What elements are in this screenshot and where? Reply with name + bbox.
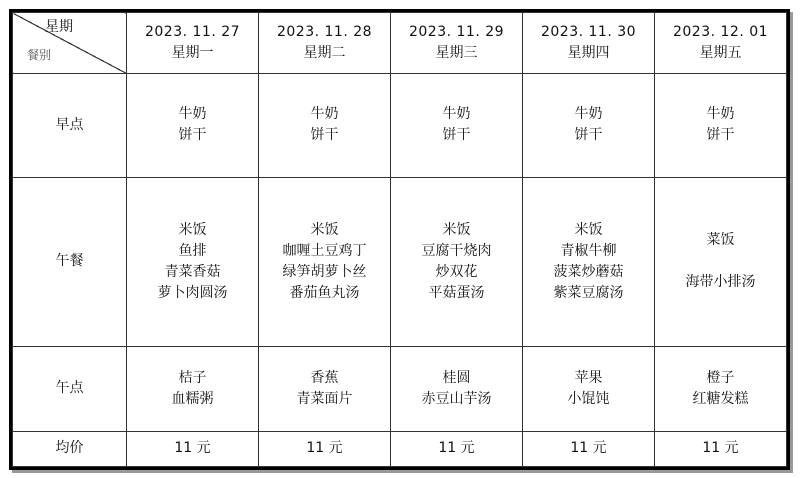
snack-cell-2	[259, 346, 391, 431]
menu-item: 桔子	[178, 369, 207, 386]
price-label: 均价	[13, 431, 127, 466]
day-weekday: 星期一	[171, 44, 214, 61]
weekly-menu-table	[12, 12, 787, 467]
menu-item: 青菜香菇	[164, 263, 221, 280]
lunch-cell-4	[523, 177, 655, 346]
menu-item: 饼干	[574, 127, 603, 144]
menu-item: 咖喱土豆鸡丁	[282, 242, 367, 259]
menu-item: 米饭	[574, 221, 603, 238]
menu-item: 豆腐干烧肉	[421, 242, 492, 259]
menu-item: 香蕉	[310, 369, 339, 386]
breakfast-cell-1	[127, 73, 259, 177]
snack-cell-3	[391, 346, 523, 431]
price-cell-3: 11 元	[391, 431, 523, 466]
price-cell-4: 11 元	[523, 431, 655, 466]
menu-item: 米饭	[442, 221, 471, 238]
menu-item: 牛奶	[706, 106, 735, 123]
meal-axis-label: 餐别	[27, 48, 52, 62]
menu-item: 绿笋胡萝卜丝	[282, 263, 367, 280]
day-weekday: 星期四	[567, 44, 610, 61]
menu-item: 饼干	[442, 127, 471, 144]
menu-item: 橙子	[706, 369, 735, 386]
menu-item: 番茄鱼丸汤	[289, 284, 360, 301]
menu-item: 桂圆	[442, 369, 471, 386]
menu-item: 海带小排汤	[685, 274, 756, 291]
day-date: 2023. 12. 01	[672, 23, 769, 40]
menu-item: 牛奶	[574, 106, 603, 123]
lunch-cell-3	[391, 177, 523, 346]
menu-item: 炒双花	[435, 263, 478, 280]
corner-header-cell	[13, 13, 127, 74]
menu-item: 菠菜炒蘑菇	[553, 263, 624, 280]
day-date: 2023. 11. 28	[276, 23, 373, 40]
menu-item: 鱼排	[178, 242, 207, 259]
menu-item: 青菜面片	[296, 390, 353, 407]
menu-item: 牛奶	[310, 106, 339, 123]
day-weekday: 星期二	[303, 44, 346, 61]
breakfast-cell-5	[655, 73, 787, 177]
day-weekday: 星期三	[435, 44, 478, 61]
menu-item: 米饭	[310, 221, 339, 238]
lunch-cell-1	[127, 177, 259, 346]
price-cell-1: 11 元	[127, 431, 259, 466]
breakfast-cell-4	[523, 73, 655, 177]
header-row	[13, 13, 787, 74]
day-header-2	[259, 13, 391, 74]
menu-item: 菜饭	[706, 232, 735, 249]
menu-item: 青椒牛柳	[560, 242, 617, 259]
weekday-axis-label: 星期	[45, 19, 73, 35]
menu-item: 血糯粥	[171, 390, 214, 407]
snack-cell-5	[655, 346, 787, 431]
day-header-5	[655, 13, 787, 74]
day-weekday: 星期五	[699, 44, 742, 61]
menu-item: 苹果	[574, 369, 603, 386]
lunch-cell-5	[655, 177, 787, 346]
menu-item: 紫菜豆腐汤	[553, 284, 624, 301]
lunch-row	[13, 177, 787, 346]
price-row	[13, 431, 787, 466]
menu-item: 平菇蛋汤	[428, 284, 485, 301]
day-date: 2023. 11. 27	[144, 23, 241, 40]
menu-item: 红糖发糕	[692, 390, 749, 407]
lunch-label: 午餐	[13, 177, 127, 346]
menu-item: 饼干	[706, 127, 735, 144]
menu-item: 萝卜肉圆汤	[157, 284, 228, 301]
snack-cell-4	[523, 346, 655, 431]
breakfast-label: 早点	[13, 73, 127, 177]
menu-item: 牛奶	[178, 106, 207, 123]
breakfast-cell-2	[259, 73, 391, 177]
lunch-cell-2	[259, 177, 391, 346]
menu-item-blank	[655, 251, 786, 272]
day-date: 2023. 11. 29	[408, 23, 505, 40]
day-header-3	[391, 13, 523, 74]
day-date: 2023. 11. 30	[540, 23, 637, 40]
breakfast-row	[13, 73, 787, 177]
menu-item: 牛奶	[442, 106, 471, 123]
day-header-1	[127, 13, 259, 74]
snack-row	[13, 346, 787, 431]
snack-cell-1	[127, 346, 259, 431]
menu-item: 赤豆山芋汤	[421, 390, 492, 407]
price-cell-5: 11 元	[655, 431, 787, 466]
menu-item: 饼干	[178, 127, 207, 144]
snack-label: 午点	[13, 346, 127, 431]
menu-item: 米饭	[178, 221, 207, 238]
menu-item: 小馄饨	[567, 390, 610, 407]
day-header-4	[523, 13, 655, 74]
price-cell-2: 11 元	[259, 431, 391, 466]
breakfast-cell-3	[391, 73, 523, 177]
menu-item: 饼干	[310, 127, 339, 144]
weekly-menu-frame	[9, 9, 790, 470]
